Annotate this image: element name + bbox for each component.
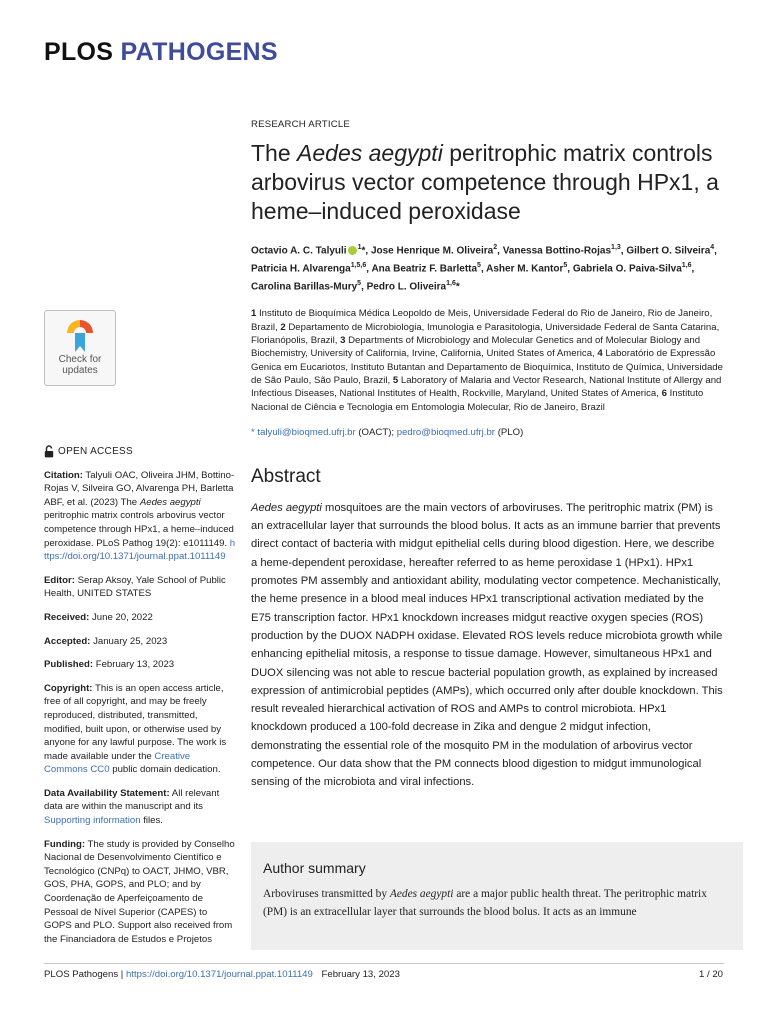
title-rest: peritrophic matrix controls arbovirus vector competence through HPx1, a heme–induced peroxidase [251,140,719,224]
abstract-text: mosquitoes are the main vectors of arboviruses. The peritrophic matrix (PM) is an extracellular layer that surrounds the blood bolus. It acts as an immune barrier that prevents direct contact of bacteria with midgut epithelial cells during blood digestion. Here, we describe a heme-dependent peroxidase, hereafter referred to as heme peroxidase 1 (HPx1). HPx1 promotes PM assembly and antioxidant ability, modulating vector competence. Mechanistically, the heme presence in a blood meal induces HPx1 transcriptional activation mediated by the E75 transcription factor. HPx1 knockdown increases midgut reactive oxygen species (ROS) production by the DUOX NADPH oxidase. Elevated ROS levels reduce microbiota growth while enhancing epithelial mitosis, a response to tissue damage. However, simultaneous HPx1 and DUOX silencing was not able to rescue bacterial population growth, as explained by increased expression of antimicrobial peptides (AMPs), which occurred only after double knockdown. This result revealed hierarchical activation of ROS and AMPs to control microbiota. HPx1 knockdown produced a 100-fold decrease in Zika and dengue 2 midgut infection, demonstrating the essential role of the mosquito PM in the modulation of arbovirus vector competence. Our data show that the PM connects blood digestion to midgut immunological sensing of the microbiota and viral infections. [251,501,723,789]
citation-species: Aedes aegypti [139,496,201,508]
article-metadata-sidebar [44,445,236,956]
author-affiliation-sup: 1 [357,244,362,251]
affiliation-number: 5 [392,374,399,386]
author-affiliation-sup: 1,3 [611,244,621,251]
received-date: June 20, 2022 [92,611,153,623]
badge-line1: Check for [58,354,102,365]
page-number: 1 / 20 [698,969,723,980]
published [44,658,236,672]
author-name[interactable]: Patricia H. Alvarenga [251,263,351,275]
title-prefix: The [251,140,291,166]
summary-species: Aedes aegypti [389,888,454,900]
accepted [44,635,236,649]
received-label: Received: [44,611,90,623]
author-name[interactable]: Pedro L. Oliveira [366,280,447,292]
accepted-date: January 25, 2023 [93,635,168,647]
author-affiliation-sup: 5 [563,261,568,269]
editor-text: Serap Aksoy, Yale School of Public Health, UNITED STATES [44,574,226,600]
abstract-species: Aedes aegypti [251,501,322,514]
correspondence-email-1[interactable]: talyuli@bioqmed.ufrj.br [257,426,356,438]
summary-text-2: are a major public health threat. The peritrophic matrix (PM) is an extracellular layer that surrounds the blood bolus. It acts as an immune [263,888,707,918]
abstract-heading: Abstract [251,465,321,487]
summary-text-1: Arboviruses transmitted by [263,888,388,900]
author-list: Octavio A. C. Talyuli $^1$*, Jose Henrique M. Oliveira$^2$, Vanessa Bottino-Rojas$^{1,3}$, Gilbert O. Silveira$^4$, Patricia H. Alvarenga$^{1,5,6}$, Ana Beatriz F. Barletta$^5$, Asher M. Kantor$^5$, Gabriela O. Paiva-Silva$^{1,6}$, Carolina Barillas-Mury$^5$, Pedro L. Oliveira$^{1,6}$* [251,244,717,292]
footer-doi-link[interactable]: https://doi.org/10.1371/journal.ppat.1011149 [125,969,313,980]
author-name[interactable]: Octavio A. C. Talyuli [251,245,347,257]
data-availability-tail: files. [143,815,163,827]
corresponding-author-mark: * [455,280,460,292]
author-summary-box [251,842,743,950]
author-affiliation-sup: 4 [710,244,715,251]
correspondence-symbol: * [251,426,255,438]
affiliation-text: Instituto de Bioquímica Médica Leopoldo de Meis, Universidade Federal do Rio de Janeiro, Rio de Janeiro, Brazil, [251,308,713,333]
data-availability-text: All relevant data are within the manuscript and its [44,787,220,813]
author-summary-text [263,885,733,921]
author-name[interactable]: Gilbert O. Silveira [626,245,711,257]
footer-date: February 13, 2023 [321,969,400,980]
funding [44,838,236,947]
affiliation-text: Laboratório de Expressão Genica em Eucariotos, Instituto Butantan and Departamento de Bioquímica, Instituto de Química, Universidade de São Paulo, São Paulo, Brazil, [251,348,723,386]
author-name[interactable]: Jose Henrique M. Oliveira [370,245,494,257]
title-species: Aedes aegypti [297,140,443,166]
badge-line2: updates [62,365,98,376]
affiliation-text: Laboratory of Malaria and Vector Research, National Institute of Allergy and Infectious Diseases, National Institutes of Health, Rockville, Maryland, United States of America, [251,374,722,400]
open-access-text: OPEN ACCESS [58,446,133,457]
author-affiliation-sup: 1,6 [681,261,692,269]
data-availability-label: Data Availability Statement: [44,787,170,799]
affiliation-number: 3 [340,335,346,347]
affiliation-number: 6 [661,388,667,400]
author-name[interactable]: Asher M. Kantor [486,263,564,275]
funding-text: The study is provided by Conselho Nacional de Desenvolvimento Científico e Tecnológico (CNPq) to OACT, JHMO, VBR, GOS, PHA, GOPS, and PLO; and by Coordenação de Aperfeiçoamento de Pessoal de Nível Superior (CAPES) to GOPS and PLO. Support also received from the Financiadora de Estudos e Projetos [44,838,235,945]
author-name[interactable]: Ana Beatriz F. Barletta [371,263,478,275]
correspondence [251,427,723,438]
open-lock-icon [44,445,54,458]
affiliation-text: Instituto Nacional de Ciência e Tecnologia em Entomologia Molecular, Rio de Janeiro, Brazil [251,388,704,413]
citation-doi-link[interactable]: https://doi.org/10.1371/journal.ppat.1011149 [44,537,236,563]
article-type: RESEARCH ARTICLE [251,119,350,130]
author-name[interactable]: Gabriela O. Paiva-Silva [572,263,682,275]
author-affiliation-sup: 1,6 [446,279,456,287]
footer-divider [44,963,724,964]
copyright [44,682,236,777]
affiliation-number: 1 [251,308,257,320]
journal-logo [44,38,278,67]
accepted-label: Accepted: [44,635,91,647]
affiliation-text: Departments of Microbiology and Molecular Genetics and of Molecular Biology and Biochemistry, University of California, Irvine, California, United States of America, [251,335,701,360]
affiliation-number: 4 [597,348,603,360]
article-title [251,139,723,226]
published-label: Published: [44,659,94,671]
copyright-tail: public domain dedication. [112,764,221,776]
author-affiliation-sup: 5 [357,279,362,287]
author-name[interactable]: Vanessa Bottino-Rojas [502,245,612,257]
citation-label: Citation: [44,469,83,481]
editor-label: Editor: [44,574,75,586]
author-affiliation-sup: 1,5,6 [350,261,367,269]
funding-label: Funding: [44,838,86,850]
correspondence-name-1: (OACT); [358,426,395,438]
correspondence-name-2: (PLO) [497,426,524,438]
affiliation-text: Departamento de Microbiologia, Imunologia e Parasitologia, Universidade Federal de Santa Catarina, Florianópolis, Brazil, [251,321,720,347]
article-main [251,119,723,792]
supporting-information-link[interactable]: Supporting information [44,815,141,827]
footer [44,969,400,980]
check-for-updates-badge[interactable] [44,310,116,386]
journal-name-pathogens: PATHOGENS [120,38,278,66]
citation-text-2: peritrophic matrix controls arbovirus vector competence through HPx1, a heme–induced peroxidase. PLoS Pathog 19(2): e1011149. [44,510,234,549]
correspondence-email-2[interactable]: pedro@bioqmed.ufrj.br [396,426,496,438]
citation-text-1: Talyuli OAC, Oliveira JHM, Bottino-Rojas V, Silveira GO, Alvarenga PH, Barletta ABF, et al. (2023) The [44,469,235,508]
orcid-icon[interactable] [348,246,357,255]
open-access-label [44,445,236,459]
author-affiliation-sup: 5 [477,261,481,269]
affiliation-number: 2 [280,321,286,333]
corresponding-author-mark: * [361,245,366,257]
affiliation-list [251,307,723,413]
copyright-text: This is an open access article, free of all copyright, and may be freely reproduced, distributed, transmitted, modified, built upon, or otherwise used by anyone for any lawful purpose. The work is made available under the [44,682,227,762]
abstract-body [251,499,723,792]
author-affiliation-sup: 2 [493,244,498,251]
citation [44,469,236,564]
crossmark-icon [65,318,95,352]
author-name[interactable]: Carolina Barillas-Mury [251,280,358,292]
copyright-label: Copyright: [44,682,93,694]
footer-journal: PLOS Pathogens | [44,969,124,980]
editor [44,574,236,601]
received [44,611,236,625]
creative-commons-link[interactable]: Creative Commons CC0 [44,750,191,776]
data-availability [44,787,236,828]
published-date: February 13, 2023 [95,659,175,671]
author-summary-heading: Author summary [263,860,366,876]
journal-name-plos: PLOS [44,38,114,66]
